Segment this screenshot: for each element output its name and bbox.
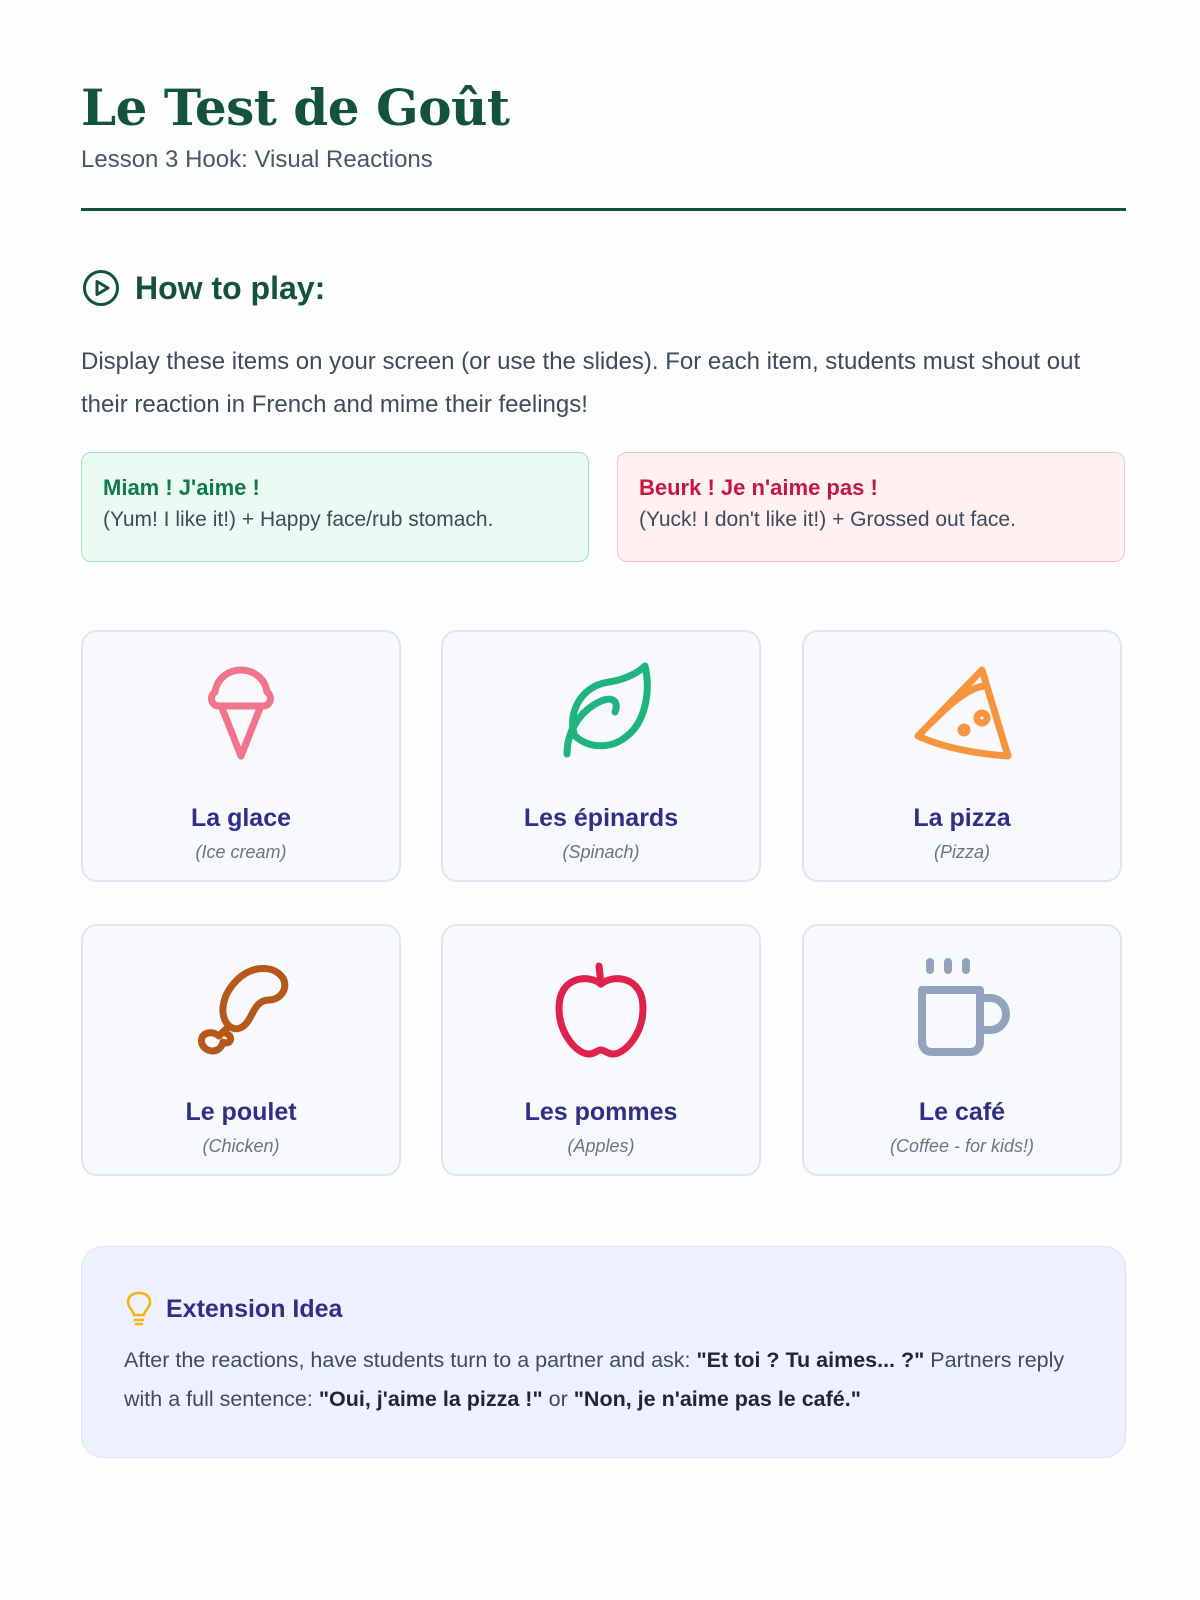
- food-name-fr: Les épinards: [523, 804, 679, 832]
- play-circle-icon: [81, 268, 121, 308]
- leaf-icon: [549, 662, 653, 766]
- food-card-chicken: [81, 924, 401, 1176]
- reaction-dislike-text: (Yuck! I don't like it!) + Grossed out face.: [639, 508, 1016, 531]
- section-title: How to play:: [135, 269, 326, 306]
- chicken-leg-icon: [189, 956, 293, 1060]
- food-card-spinach: [441, 630, 761, 882]
- page-subtitle: Lesson 3 Hook: Visual Reactions: [81, 146, 433, 173]
- reaction-like-text: (Yum! I like it!) + Happy face/rub stomach.: [103, 508, 494, 531]
- ice-cream-icon: [189, 662, 293, 766]
- reaction-like-title: Miam ! J'aime !: [103, 475, 260, 500]
- extension-title: Extension Idea: [166, 1294, 343, 1323]
- apple-icon: [549, 956, 653, 1060]
- food-name-en: (Apples): [567, 1136, 635, 1156]
- reaction-dislike-title: Beurk ! Je n'aime pas !: [639, 475, 878, 500]
- instructions-text: Display these items on your screen (or use the slides). For each item, students must shout out their reaction in French and mime their feelings!: [81, 348, 1081, 418]
- reaction-like-box: [81, 452, 589, 562]
- how-to-play-heading: [81, 268, 325, 308]
- extension-box: [81, 1246, 1126, 1458]
- food-name-en: (Chicken): [202, 1136, 280, 1156]
- food-name-fr: La glace: [190, 804, 292, 832]
- food-name-fr: Les pommes: [524, 1098, 678, 1126]
- quote-question: "Et toi ? Tu aimes... ?": [696, 1348, 925, 1372]
- food-card-pizza: [802, 630, 1122, 882]
- quote-yes: "Oui, j'aime la pizza !": [318, 1387, 543, 1411]
- food-name-en: (Pizza): [933, 842, 990, 862]
- reaction-dislike-box: [617, 452, 1125, 562]
- food-name-fr: Le café: [918, 1098, 1006, 1126]
- lightbulb-icon: [124, 1291, 154, 1327]
- extension-text: After the reactions, have students turn to a partner and ask: "Et toi ? Tu aimes... ?" Partners reply with a full sentence: "Oui, j'aime la pizza !" or "Non, je n'aime pas le café.": [124, 1348, 1065, 1411]
- food-name-en: (Ice cream): [195, 842, 287, 862]
- coffee-cup-icon: [910, 956, 1014, 1060]
- pizza-icon: [910, 662, 1014, 766]
- food-name-fr: La pizza: [913, 804, 1011, 832]
- page-title: Le Test de Goût: [81, 78, 510, 137]
- food-name-fr: Le poulet: [185, 1098, 297, 1126]
- quote-no: "Non, je n'aime pas le café.": [573, 1387, 861, 1411]
- food-card-ice-cream: [81, 630, 401, 882]
- food-card-coffee: [802, 924, 1122, 1176]
- food-card-apples: [441, 924, 761, 1176]
- header-divider: [81, 208, 1126, 211]
- food-name-en: (Coffee - for kids!): [889, 1136, 1035, 1156]
- food-name-en: (Spinach): [562, 842, 640, 862]
